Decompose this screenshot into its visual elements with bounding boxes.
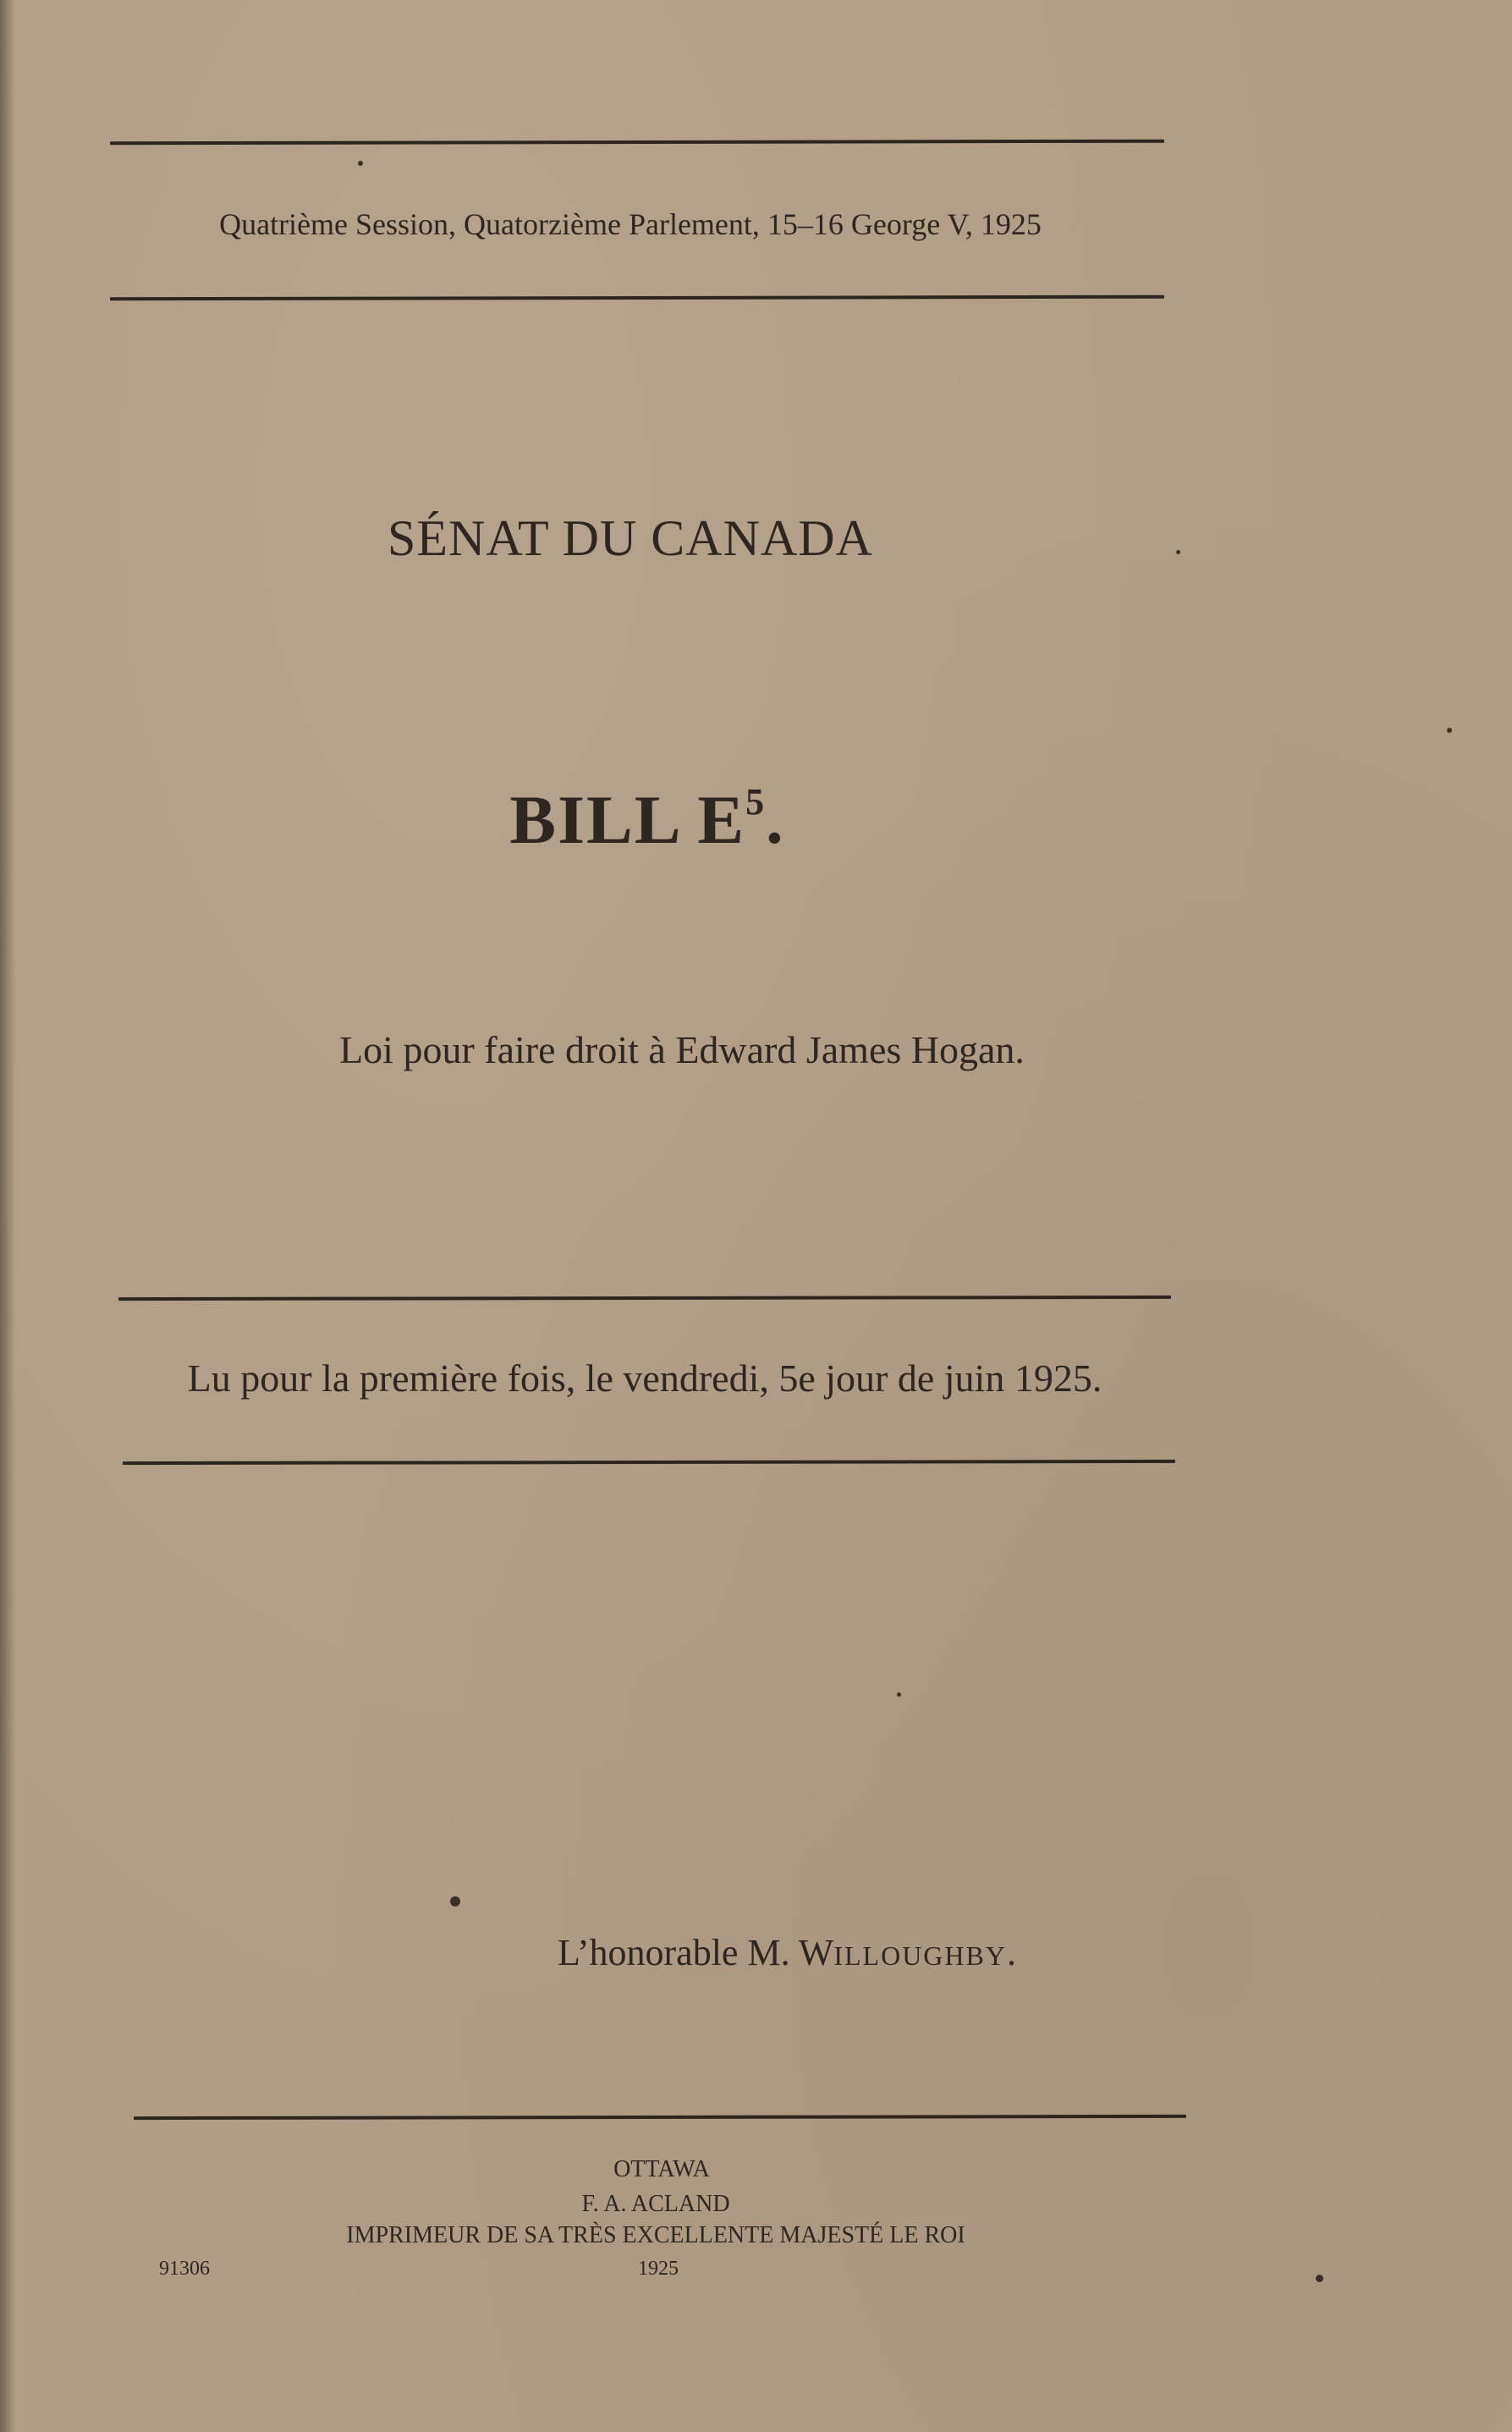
paper-speck — [897, 1692, 901, 1697]
imprint-year: 1925 — [638, 2258, 679, 2280]
sponsor-name-initial: W — [798, 1932, 834, 1973]
reading-bottom-rule — [123, 1460, 1175, 1465]
sponsor-prefix: L’honorable M. — [558, 1932, 799, 1973]
bill-title-prefix: BILL E — [509, 781, 746, 858]
paper-speck — [1176, 550, 1180, 554]
sponsor-suffix: . — [1006, 1932, 1016, 1973]
paper-speck — [1316, 2275, 1323, 2282]
session-bottom-rule — [110, 295, 1164, 301]
sponsor-line — [558, 1931, 1016, 1974]
bill-title-suffix: . — [766, 781, 785, 858]
bill-title — [509, 780, 784, 860]
paper-speck — [1447, 728, 1452, 733]
reading-top-rule — [118, 1296, 1171, 1301]
reading-line: Lu pour la première fois, le vendredi, 5e jour de juin 1925. — [187, 1356, 1102, 1400]
senate-heading: SÉNAT DU CANADA — [388, 510, 873, 566]
bill-title-superscript: 5 — [745, 781, 767, 823]
page-edge-shadow — [0, 0, 15, 2432]
top-rule — [110, 140, 1164, 146]
imprint-number: 91306 — [159, 2258, 210, 2280]
session-line: Quatrième Session, Quatorzième Parlement, 15–16 George V, 1925 — [219, 207, 1042, 241]
bill-subtitle: Loi pour faire droit à Edward James Hogan. — [339, 1028, 1025, 1071]
sponsor-name-rest: ILLOUGHBY — [833, 1940, 1007, 1971]
paper-speck — [450, 1896, 460, 1907]
imprint-printer: F. A. ACLAND — [581, 2191, 730, 2217]
imprint-top-rule — [134, 2115, 1186, 2120]
imprint-city: OTTAWA — [613, 2156, 710, 2182]
paper-speck — [358, 161, 363, 166]
imprint-printer-title: IMPRIMEUR DE SA TRÈS EXCELLENTE MAJESTÉ LE ROI — [346, 2222, 965, 2248]
